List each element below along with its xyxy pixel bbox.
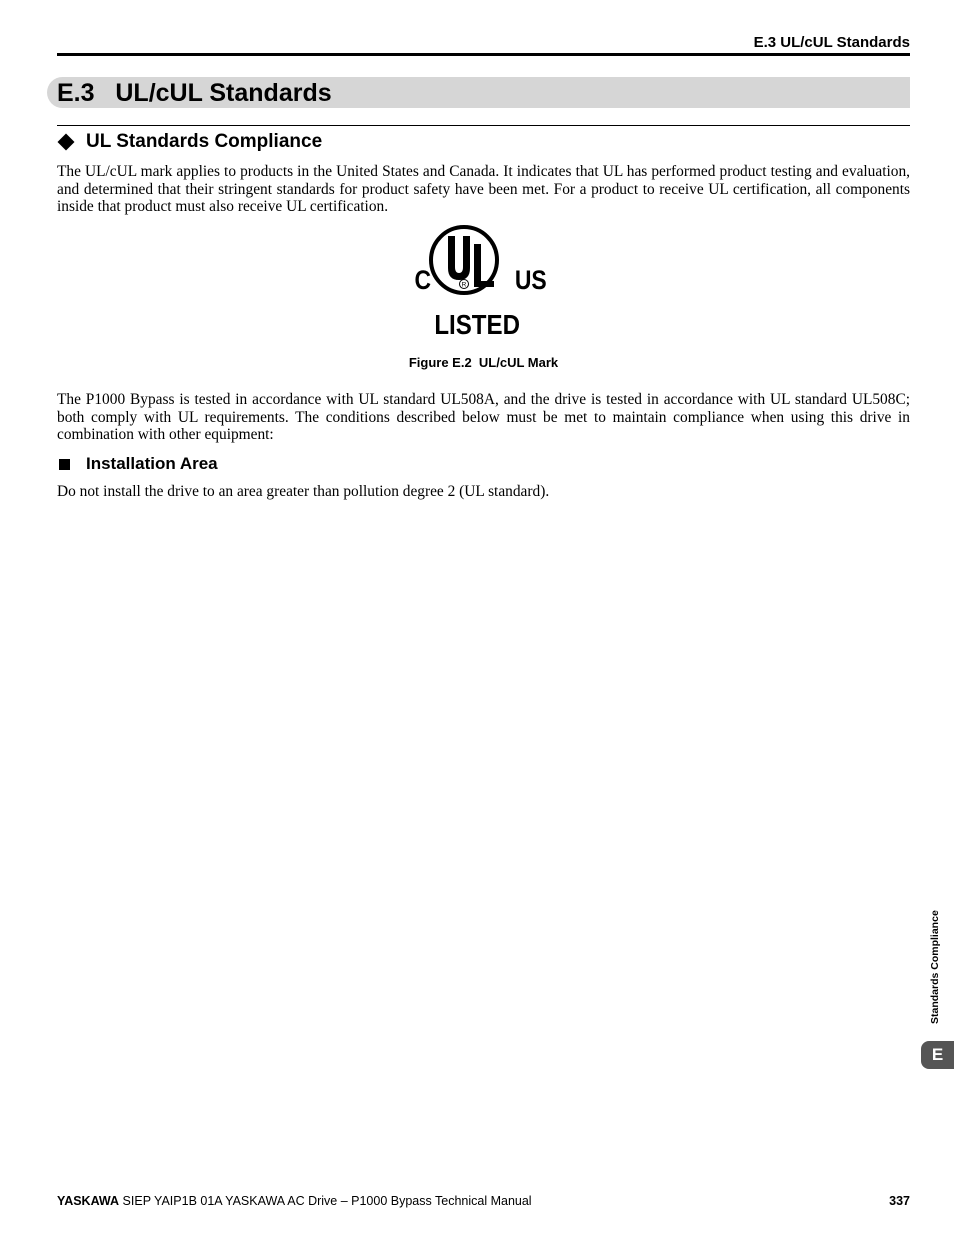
footer-brand: YASKAWA bbox=[57, 1194, 120, 1208]
subsection-heading-text: UL Standards Compliance bbox=[86, 131, 323, 152]
footer-document-info bbox=[57, 1194, 532, 1208]
figure-caption-text: UL/cUL Mark bbox=[478, 355, 559, 370]
compliance-paragraph: The P1000 Bypass is tested in accordance with UL standard UL508A, and the drive is tested in accordance with UL standard UL508C; both comply with UL requirements. The conditions described below must be met to maintain compliance when using this drive in combination with other equipment: bbox=[57, 391, 910, 443]
subsection-heading bbox=[57, 130, 322, 154]
footer-document-title: SIEP YAIP1B 01A YASKAWA AC Drive – P1000 Bypass Technical Manual bbox=[122, 1194, 532, 1208]
ul-listed-mark-logo bbox=[412, 224, 552, 340]
subsection-rule bbox=[57, 125, 910, 126]
running-header: E.3 UL/cUL Standards bbox=[753, 34, 910, 51]
svg-text:R: R bbox=[461, 281, 467, 289]
svg-text:US: US bbox=[514, 265, 547, 296]
figure-caption bbox=[0, 355, 954, 370]
installation-paragraph: Do not install the drive to an area greater than pollution degree 2 (UL standard). bbox=[57, 483, 550, 500]
section-title-text: UL/cUL Standards bbox=[115, 79, 332, 107]
svg-text:C: C bbox=[414, 265, 432, 296]
side-tab-label: Standards Compliance bbox=[929, 910, 941, 1024]
section-title bbox=[57, 78, 332, 108]
figure-label: Figure E.2 bbox=[408, 355, 472, 370]
svg-text:LISTED: LISTED bbox=[434, 308, 520, 340]
section-number: E.3 bbox=[57, 79, 95, 107]
page-number: 337 bbox=[889, 1194, 910, 1208]
intro-paragraph: The UL/cUL mark applies to products in the United States and Canada. It indicates that UL has performed product testing and evaluation, and determined that their stringent standards for product safety have been met. For a product to receive UL certification, all components inside that product must also receive UL certification. bbox=[57, 163, 910, 215]
diamond-bullet-icon bbox=[58, 134, 75, 151]
header-rule bbox=[57, 53, 910, 56]
side-tab-letter: E bbox=[921, 1041, 954, 1069]
installation-heading bbox=[57, 453, 218, 475]
installation-heading-text: Installation Area bbox=[86, 454, 218, 473]
square-bullet-icon bbox=[59, 459, 70, 470]
